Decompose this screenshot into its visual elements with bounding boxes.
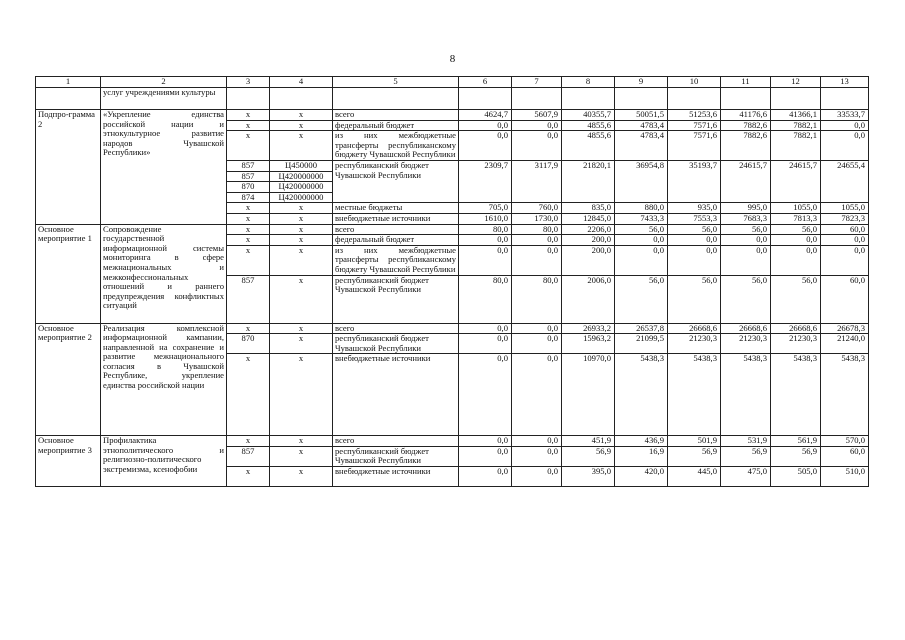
table-row: х х внебюджетные источники 0,0 0,0 395,0 420,0 445,0 475,0 505,0 510,0 [36, 467, 869, 487]
table-row: Основное мероприятие 1 Сопровождение государственной информационной системы мониторинга в сфере межнациональных и межконфессиональных отношений и раннего предупреждения конфликтных ситуаций х х всего 80,0 80,0 2206,0 56,0 56,0 56,0 56,0 60,0 [36, 224, 869, 235]
table-row: х х из них межбюджетные трансферты республиканскому бюджету Чувашской Республики 0,0 0,0 200,0 0,0 0,0 0,0 0,0 0,0 [36, 245, 869, 275]
event-name: Профилактика этнополитического и религиозно-политического экстремизма, ксенофобии [101, 436, 227, 487]
page-number: 8 [449, 53, 456, 65]
header-cell: 13 [821, 77, 869, 88]
empty-cell [36, 88, 101, 110]
table-row: 874 Ц420000000 [36, 192, 869, 203]
table-row: 870 Ц420000000 [36, 182, 869, 193]
table-row: 857 х республиканский бюджет Чувашской Республики 0,0 0,0 56,9 16,9 56,9 56,9 56,9 60,0 [36, 446, 869, 466]
header-cell: 12 [771, 77, 821, 88]
header-cell: 6 [459, 77, 512, 88]
event-title: Основное мероприятие 2 [36, 323, 101, 436]
table-row: 857 х республиканский бюджет Чувашской Республики 80,0 80,0 2006,0 56,0 56,0 56,0 56,0 60,0 [36, 275, 869, 323]
event-title: Основное мероприятие 3 [36, 436, 101, 487]
table-row: х х федеральный бюджет 0,0 0,0 4855,6 4783,4 7571,6 7882,6 7882,1 0,0 [36, 120, 869, 131]
budget-table [35, 76, 869, 487]
table-row: 857 Ц450000 республиканский бюджет Чувашской Республики 2309,7 3117,9 21820,1 36954,8 35193,7 24615,7 24615,7 24655,4 [36, 160, 869, 171]
table-row: х х внебюджетные источники 0,0 0,0 10970,0 5438,3 5438,3 5438,3 5438,3 5438,3 [36, 354, 869, 436]
table-row: х х федеральный бюджет 0,0 0,0 200,0 0,0 0,0 0,0 0,0 0,0 [36, 235, 869, 246]
event-title: Основное мероприятие 1 [36, 224, 101, 323]
table-row: 857 Ц420000000 [36, 171, 869, 182]
table-row: 870 х республиканский бюджет Чувашской Республики 0,0 0,0 15963,2 21099,5 21230,3 21230,3 21230,3 21240,0 [36, 334, 869, 354]
header-cell: 5 [333, 77, 459, 88]
header-cell: 10 [668, 77, 721, 88]
table-row: х х местные бюджеты 705,0 760,0 835,0 880,0 935,0 995,0 1055,0 1055,0 [36, 203, 869, 214]
table-row: Основное мероприятие 3 Профилактика этнополитического и религиозно-политического экстремизма, ксенофобии х х всего 0,0 0,0 451,9 436,9 501,9 531,9 561,9 570,0 [36, 436, 869, 447]
event-name: Реализация комплексной информационной кампании, направленной на сохранение и развитие межнационального согласия в Чувашской Республике, укрепление единства российской нации [101, 323, 227, 436]
table-row: х х из них межбюджетные трансферты республиканскому бюджету Чувашской Республики 0,0 0,0 4855,6 4783,4 7571,6 7882,6 7882,1 0,0 [36, 131, 869, 161]
header-cell: 8 [562, 77, 615, 88]
column-number-row [36, 77, 869, 88]
header-cell: 3 [227, 77, 270, 88]
header-cell: 7 [512, 77, 562, 88]
table-row: Подпро-грамма 2 «Укрепление единства российской нации и этнокультурное развитие народов Чувашской Республики» х х всего 4624,7 5607,9 40355,7 50051,5 51253,6 41176,6 41366,1 33533,7 [36, 110, 869, 121]
header-cell: 1 [36, 77, 101, 88]
continuation-name: услуг учреждениями культуры [101, 88, 227, 110]
subprogram-name: «Укрепление единства российской нации и этнокультурное развитие народов Чувашской Республики» [101, 110, 227, 225]
continuation-row [36, 88, 869, 110]
table-row: Основное мероприятие 2 Реализация комплексной информационной кампании, направленной на сохранение и развитие межнационального согласия в Чувашской Республике, укрепление единства российской нации х х всего 0,0 0,0 26933,2 26537,8 26668,6 26668,6 26668,6 26678,3 [36, 323, 869, 334]
event-name: Сопровождение государственной информационной системы мониторинга в сфере межнациональных и межконфессиональных отношений и раннего предупреждения конфликтных ситуаций [101, 224, 227, 323]
subprogram-title: Подпро-грамма 2 [36, 110, 101, 225]
header-cell: 9 [615, 77, 668, 88]
table-row: х х внебюджетные источники 1610,0 1730,0 12845,0 7433,3 7553,3 7683,3 7813,3 7823,3 [36, 213, 869, 224]
header-cell: 11 [721, 77, 771, 88]
header-cell: 2 [101, 77, 227, 88]
header-cell: 4 [270, 77, 333, 88]
